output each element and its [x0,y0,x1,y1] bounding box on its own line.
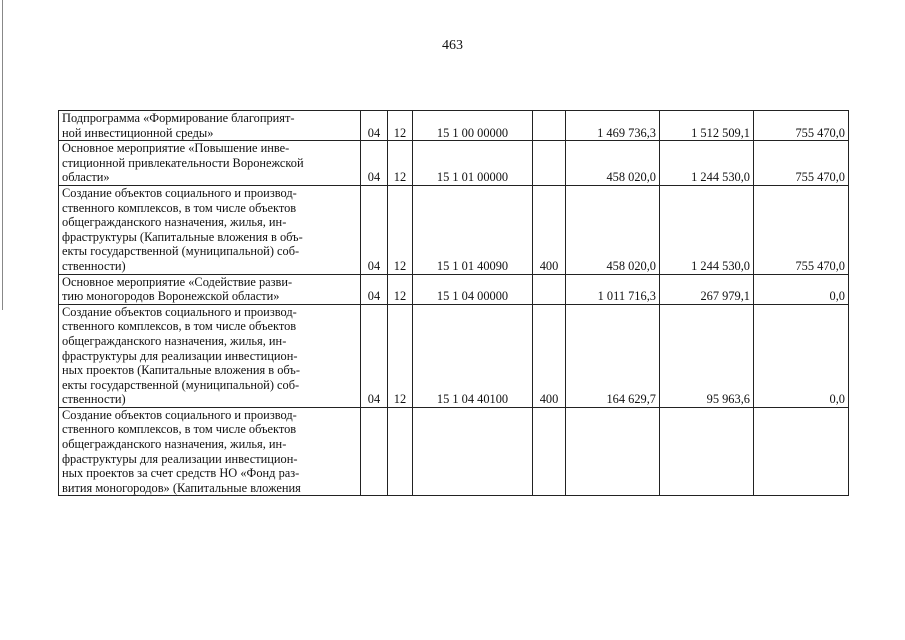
item-name-cell [59,141,361,186]
section-code-cell: 04 [361,141,388,186]
expense-type-cell [533,141,566,186]
table-row [59,185,849,274]
table-row [59,141,849,186]
item-name-line: Основное мероприятие «Повышение инве- [62,141,290,156]
item-name-line: Подпрограмма «Формирование благоприят- [62,111,295,125]
amount-year3-cell: 755 470,0 [754,141,849,186]
amount-year3-cell: 755 470,0 [754,111,849,141]
amount-year1-cell: 458 020,0 [566,185,660,274]
target-article-cell: 15 1 04 00000 [413,274,533,304]
item-name-line: фраструктуры для реализации инвестицион- [62,451,298,466]
subsection-code-cell: 12 [388,185,413,274]
section-code-cell [361,407,388,496]
target-article-cell: 15 1 01 00000 [413,141,533,186]
expense-type-cell [533,111,566,141]
item-name-cell [59,407,361,496]
section-code-cell: 04 [361,185,388,274]
amount-year1-cell: 1 011 716,3 [566,274,660,304]
table-row [59,274,849,304]
item-name-cell [59,111,361,141]
amount-year2-cell: 95 963,6 [660,304,754,407]
section-code-cell: 04 [361,304,388,407]
subsection-code-cell: 12 [388,111,413,141]
amount-year2-cell: 1 244 530,0 [660,141,754,186]
item-name-line: ных проектов (Капитальные вложения в объ- [62,363,300,378]
item-name-line: фраструктуры (Капитальные вложения в объ- [62,229,303,244]
item-name-cell [59,185,361,274]
table-row [59,407,849,496]
subsection-code-cell: 12 [388,304,413,407]
target-article-cell: 15 1 01 40090 [413,185,533,274]
target-article-cell: 15 1 00 00000 [413,111,533,141]
item-name-line: области» [62,170,110,185]
item-name-line: Основное мероприятие «Содействие разви- [62,274,293,289]
subsection-code-cell [388,407,413,496]
expense-type-cell: 400 [533,304,566,407]
table-row [59,111,849,141]
item-name-line: общегражданского назначения, жилья, ин- [62,333,287,348]
amount-year2-cell: 1 512 509,1 [660,111,754,141]
expense-type-cell [533,407,566,496]
target-article-cell: 15 1 04 40100 [413,304,533,407]
item-name-line: ственности) [62,392,126,407]
item-name-line: тию моногородов Воронежской области» [62,289,280,304]
amount-year3-cell: 0,0 [754,274,849,304]
amount-year3-cell [754,407,849,496]
item-name-line: екты государственной (муниципальной) соб- [62,377,300,392]
section-code-cell: 04 [361,274,388,304]
item-name-cell [59,304,361,407]
table-row [59,304,849,407]
item-name-line: Создание объектов социального и производ- [62,185,297,200]
item-name-line: екты государственной (муниципальной) соб- [62,244,300,259]
expense-type-cell [533,274,566,304]
expense-type-cell: 400 [533,185,566,274]
amount-year1-cell: 458 020,0 [566,141,660,186]
item-name-line: Создание объектов социального и производ- [62,407,297,422]
item-name-line: ной инвестиционной среды» [62,125,214,140]
target-article-cell [413,407,533,496]
item-name-line: ных проектов за счет средств НО «Фонд раз- [62,466,300,481]
item-name-line: ственности) [62,258,126,273]
budget-table [58,110,849,496]
item-name-line: общегражданского назначения, жилья, ин- [62,215,287,230]
amount-year3-cell: 0,0 [754,304,849,407]
amount-year2-cell: 267 979,1 [660,274,754,304]
item-name-line: общегражданского назначения, жилья, ин- [62,437,287,452]
item-name-line: ственного комплексов, в том числе объектов [62,200,297,215]
item-name-line: Создание объектов социального и производ- [62,304,297,319]
amount-year1-cell [566,407,660,496]
subsection-code-cell: 12 [388,274,413,304]
table-body [59,111,849,496]
item-name-line: стиционной привлекательности Воронежской [62,155,304,170]
item-name-line: вития моногородов» (Капитальные вложения [62,480,301,495]
amount-year1-cell: 1 469 736,3 [566,111,660,141]
section-code-cell: 04 [361,111,388,141]
page-number: 463 [442,38,463,53]
item-name-line: ственного комплексов, в том числе объектов [62,422,297,437]
amount-year2-cell: 1 244 530,0 [660,185,754,274]
item-name-line: ственного комплексов, в том числе объектов [62,319,297,334]
item-name-cell [59,274,361,304]
subsection-code-cell: 12 [388,141,413,186]
item-name-line: фраструктуры для реализации инвестицион- [62,348,298,363]
amount-year3-cell: 755 470,0 [754,185,849,274]
amount-year1-cell: 164 629,7 [566,304,660,407]
amount-year2-cell [660,407,754,496]
